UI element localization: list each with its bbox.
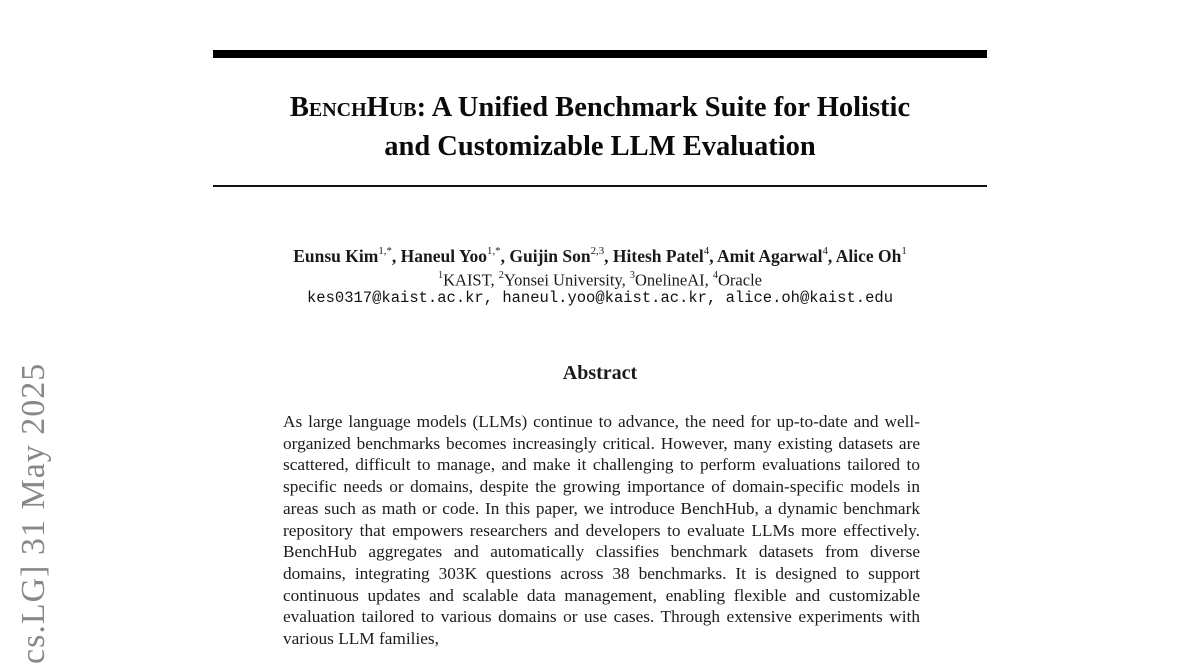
- author-name: Eunsu Kim: [293, 245, 379, 266]
- author-name: Amit Agarwal: [717, 245, 823, 266]
- title-line-1-rest: : A Unified Benchmark Suite for Holistic: [416, 92, 911, 123]
- title-benchhub: BenchHub: [289, 92, 417, 123]
- author-name: Guijin Son: [509, 245, 591, 266]
- affiliation-marker: 2: [498, 269, 504, 281]
- title-line-1: [113, 88, 1087, 127]
- author-affil-marker: 4: [822, 244, 828, 257]
- abstract-text: As large language models (LLMs) continue to advance, the need for up-to-date and well-organized benchmarks becomes increasingly critical. However, many existing datasets are scattered, difficult to manage, and make it challenging to perform evaluations tailored to specific needs or domains, despite the growing importance of domain-specific models in areas such as math or code. In this paper, we introduce BenchHub, a dynamic benchmark repository that empowers researchers and developers to evaluate LLMs more effectively. BenchHub aggregates and automatically classifies benchmark datasets from diverse domains, integrating 303K questions across 38 benchmarks. It is designed to support continuous updates and scalable data management, enabling flexible and customizable evaluation tailored to various domains or use cases. Through extensive experiments with various LLM families,: [283, 412, 920, 649]
- title-rule-bottom: [213, 185, 987, 187]
- author-affil-marker: 2,3: [590, 244, 605, 257]
- author-affil-marker: 1,*: [487, 244, 501, 257]
- author-line: Eunsu Kim$^{1,*}$, Haneul Yoo$^{1,*}$, Guijin Son$^{2,3}$, Hitesh Patel$^4$, Amit Agarwal$^4$, Alice Oh$^1$: [293, 244, 907, 266]
- author-name: Haneul Yoo: [400, 245, 488, 266]
- author-name: Hitesh Patel: [612, 245, 704, 266]
- author-affil-marker: 1: [901, 244, 907, 257]
- email-line: kes0317@kaist.ac.kr, haneul.yoo@kaist.ac.kr, alice.oh@kaist.edu: [307, 289, 893, 307]
- author-name: Alice Oh: [835, 245, 902, 266]
- title-rule-top: [213, 50, 987, 58]
- affiliation-marker: 3: [629, 269, 635, 281]
- affiliation-name: KAIST: [443, 270, 491, 290]
- affiliation-name: Yonsei University: [503, 270, 622, 290]
- affiliation-marker: 4: [712, 269, 719, 281]
- affiliation-marker: 1: [438, 269, 444, 281]
- affiliation-name: OnelineAI: [635, 270, 705, 290]
- affiliation-line: $^1$KAIST, $^2$Yonsei University, $^3$OnelineAI, $^4$Oracle: [438, 269, 762, 290]
- arxiv-watermark: cs.LG] 31 May 2025: [15, 362, 52, 664]
- author-affil-marker: 4: [703, 244, 710, 257]
- author-affil-marker: 1,*: [378, 244, 392, 257]
- affiliation-name: Oracle: [718, 270, 762, 290]
- paper-title: [113, 88, 1087, 166]
- abstract-heading: Abstract: [562, 362, 638, 384]
- title-line-2: and Customizable LLM Evaluation: [384, 131, 816, 162]
